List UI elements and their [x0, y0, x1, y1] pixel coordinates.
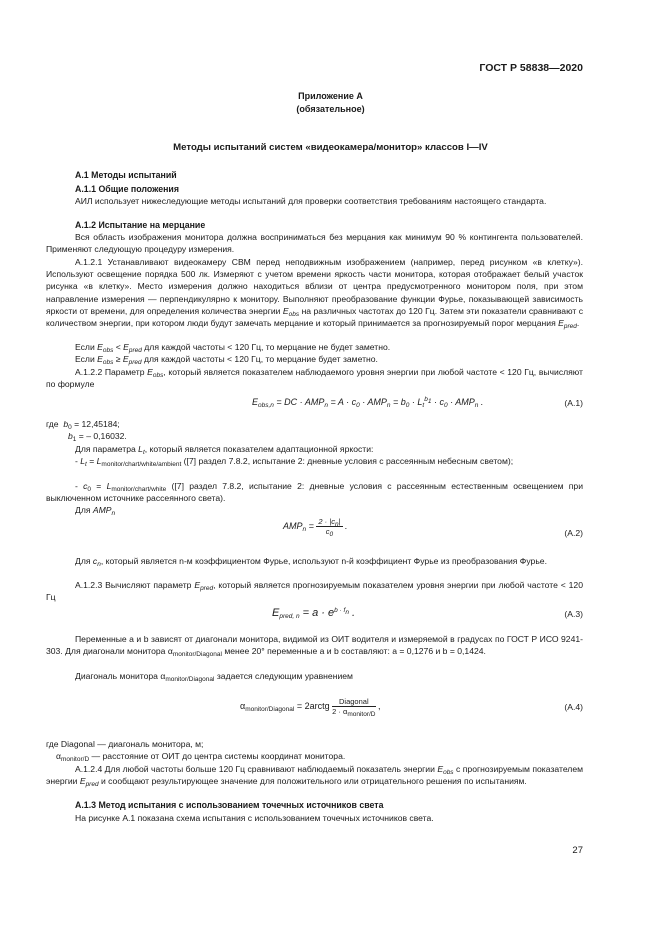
document-code: ГОСТ Р 58838—2020: [479, 62, 583, 74]
equation-a2-number: (А.2): [564, 528, 583, 538]
section-a123-text: А.1.2.3 Вычисляют параметр $E_{pred}$, который является прогнозируемым показателем уровня энергии при любой частоте < 120 Гц: [46, 580, 583, 603]
equation-a4-number: (А.4): [564, 702, 583, 712]
section-a124-text: А.1.2.4 Для любой частоты больше 120 Гц сравнивают наблюдаемый показатель энергии $E_{obs}$ с прогнозируемым показателем энергии $E_{pred}$ и сообщают результирующее значение для положительного или отрицательного решения по испытаниям.: [46, 764, 584, 789]
lt-item: - $L_t = L_{monitor/chart/white/ambient}$ ([7] раздел 7.8.2, испытание 2: дневные условия с рассеянным небесным светом);: [75, 456, 514, 468]
ab-text: Переменные a и b зависят от диагонали монитора, видимой из ОИТ водителя и измеряемой в градусах по ГОСТ Р ИСО 9241-303. Для диагонали монитора $\alpha_{monitor/Diagonal}$ менее 20° переменные a и b составляют: a = 0,1276 и b = 0,1424.: [46, 634, 583, 659]
appendix-status: (обязательное): [296, 104, 365, 114]
section-a1-heading: А.1 Методы испытаний: [75, 170, 177, 180]
cn-text: Для $c_n$, который является n-м коэффициентом Фурье, используют n-й коэффициент Фурье из преобразования Фурье.: [75, 556, 547, 568]
page-number: 27: [572, 845, 583, 856]
section-a11-text: АИЛ использует нижеследующие методы испытаний для проверки соответствия требованиям настоящего стандарта.: [75, 196, 547, 206]
appendix-title: Приложение А: [298, 91, 363, 101]
equation-a1-number: (А.1): [564, 398, 583, 408]
lt-intro: Для параметра $L_t$, который является показателем адаптационной яркости:: [75, 444, 374, 456]
section-a12-text: Вся область изображения монитора должна восприниматься без мерцания как минимум 90 % контингента пользователей. Применяют следующую процедуру измерения.: [46, 232, 583, 255]
section-a12-heading: А.1.2 Испытание на мерцание: [75, 220, 206, 230]
main-title: Методы испытаний систем «видеокамера/монитор» классов I—IV: [173, 142, 488, 153]
section-a11-heading: А.1.1 Общие положения: [75, 184, 179, 194]
c0-item: - $c_0 = L_{monitor/chart/white}$ ([7] раздел 7.8.2, испытание 2: дневные условия с рассеянным естественным освещением при выключенном источнике рассеянного света).: [46, 481, 584, 504]
section-a122-text: А.1.2.2 Параметр $E_{obs}$, который является показателем наблюдаемого уровня энергии при любой частоте < 120 Гц, вычисляют по формуле: [46, 367, 583, 390]
equation-a2: $AMP_n$ = $\frac{2 \cdot |c_n|}{c_0}$ .: [283, 517, 348, 538]
where-b1: $b_1$ = – 0,16032.: [68, 431, 127, 443]
amp-intro: Для $AMP_n$: [75, 505, 116, 517]
equation-a3-number: (А.3): [564, 609, 583, 619]
condition-visible: Если $E_{obs} \ge E_{pred}$ для каждой частоты < 120 Гц, то мерцание будет заметно.: [75, 354, 378, 366]
diag-def: где Diagonal — диагональ монитора, м;: [46, 739, 204, 749]
condition-not-visible: Если $E_{obs} < E_{pred}$ для каждой частоты < 120 Гц, то мерцание не будет заметно.: [75, 342, 391, 354]
dist-def: $\alpha_{monitor/D}$ — расстояние от ОИТ до центра системы координат монитора.: [56, 751, 346, 763]
equation-a1: $E_{obs,n}$ = DC · $AMP_n = A \cdot c_0 \cdot AMP_n = b_0 \cdot L_t^{b_1} \cdot c_0 \cdot AMP_n$ .: [252, 396, 484, 409]
where-b0: где $b_0 = 12,45184$;: [46, 419, 120, 431]
section-a121-text: А.1.2.1 Устанавливают видеокамеру СВМ перед неподвижным изображением (например, перед рисунком «в клетку»). Используют освещение порядка 500 лк. Измеряют с учетом времени яркость части монитора, которая отображает белый участок рисунка «в клетку». Место измерения должно находиться вблизи от центра предусмотренного монитором поля, при этом направление измерения — перпендикулярно к монитору. Выполняют преобразование функции Фурье, показывающей зависимость яркости от времени, для определения количества энергии $E_{obs}$ на различных частотах до 120 Гц. Затем эти показатели сравнивают с количеством энергии, при котором люди будут замечать мерцание и который принимается за прогнозируемый порог мерцания $E_{pred}$.: [46, 257, 584, 331]
diag-intro: Диагональ монитора $\alpha_{monitor/Diagonal}$ задается следующим уравнением: [75, 671, 353, 683]
equation-a3: $E_{pred, n} = a \cdot e^{b \cdot f_n}$ .: [272, 607, 356, 620]
equation-a4: $\alpha_{monitor/Diagonal}$ = 2arctg $\frac{\text{Diagonal}}{2 \cdot \alpha_{monitor/D}}$ ,: [240, 697, 381, 718]
section-a13-heading: А.1.3 Метод испытания с использованием точечных источников света: [75, 800, 384, 810]
section-a13-text: На рисунке А.1 показана схема испытания с использованием точечных источников света.: [75, 813, 434, 823]
